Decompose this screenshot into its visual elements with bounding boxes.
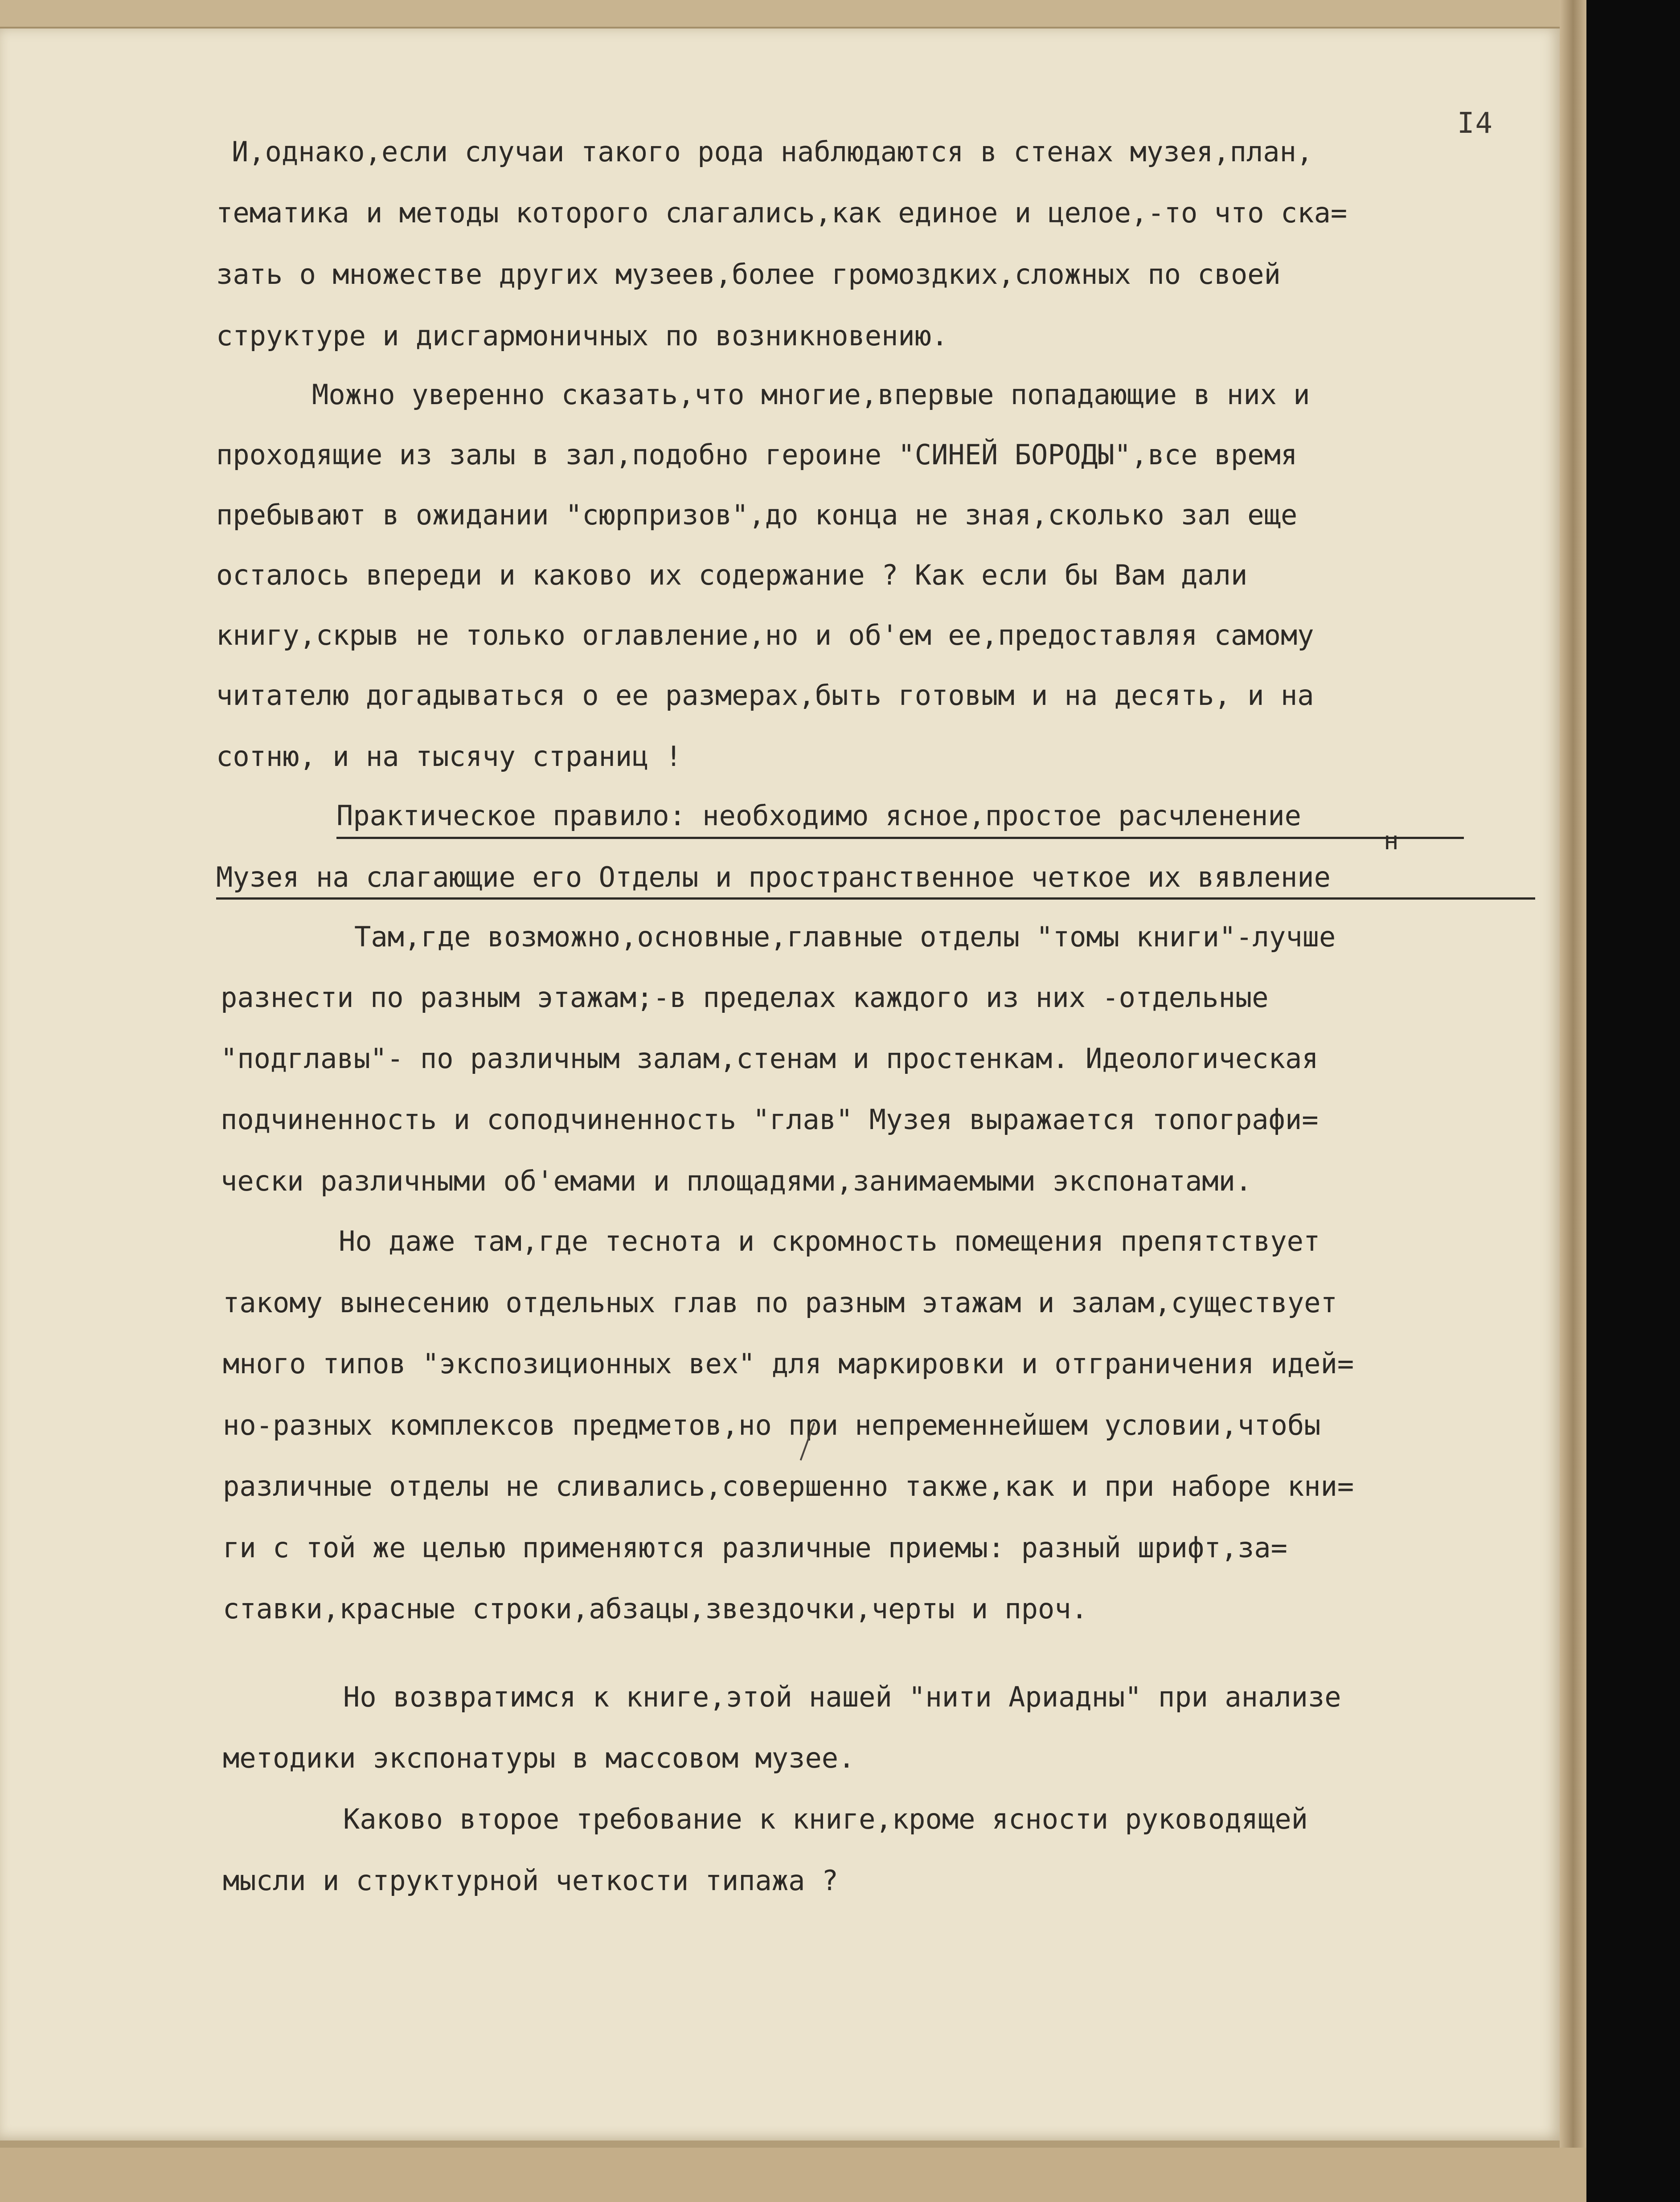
text-line-5: Можно уверенно сказать,что многие,впервые попадающие в них и (312, 378, 1310, 411)
text-line-25: ставки,красные строки,абзацы,звездочки,черты и проч. (223, 1592, 1088, 1625)
text-line-3: зать о множестве других музеев,более громоздких,сложных по своей (216, 258, 1281, 291)
handwritten-insertion-mark: н (1384, 827, 1399, 855)
text-line-11: сотню, и на тысячу страниц ! (216, 740, 682, 773)
sheet-edge (1560, 0, 1586, 2202)
text-line-27: методики экспонатуры в массовом музее. (223, 1742, 855, 1774)
text-line-6: проходящие из залы в зал,подобно героине "СИНЕЙ БОРОДЫ",все время (216, 438, 1298, 471)
text-line-21: много типов "экспозиционных вех" для маркировки и отграничения идей= (223, 1347, 1354, 1380)
top-sheet-edge (0, 0, 1560, 29)
text-line-7: пребывают в ожидании "сюрпризов",до конца не зная,сколько зал еще (216, 499, 1298, 531)
text-line-26: Но возвратимся к книге,этой нашей "нити Ариадны" при анализе (343, 1681, 1341, 1713)
text-line-24: ги с той же целью применяются различные приемы: разный шрифт,за= (223, 1531, 1287, 1564)
text-line-17: подчиненность и соподчиненность "глав" Музея выражается топографи= (221, 1103, 1319, 1136)
text-line-23: различные отделы не сливались,совершенно также,как и при наборе кни= (223, 1470, 1354, 1502)
text-line-18: чески различными об'емами и площадями,занимаемыми экспонатами. (221, 1165, 1252, 1197)
text-line-4: структуре и дисгармоничных по возникновению. (216, 319, 948, 352)
text-line-10: читателю догадываться о ее размерах,быть готовым и на десять, и на (216, 679, 1314, 712)
text-line-14: Там,где возможно,основные,главные отделы "томы книги"-лучше (354, 921, 1336, 953)
text-line-15: разнести по разным этажам;-в пределах каждого из них -отдельные (221, 981, 1269, 1014)
text-line-8: осталось впереди и каково их содержание ? Как если бы Вам дали (216, 559, 1248, 591)
heading-underline-1 (336, 837, 1464, 839)
text-line-16: "подглавы"- по различным залам,стенам и простенкам. Идеологическая (221, 1042, 1319, 1075)
bottom-sheet-edge (0, 2148, 1586, 2202)
text-line-22: но-разных комплексов предметов,но при непременнейшем условии,чтобы (223, 1409, 1321, 1441)
text-line-19: Но даже там,где теснота и скромность помещения препятствует (339, 1225, 1320, 1257)
text-line-20: такому вынесению отдельных глав по разным этажам и залам,существует (223, 1286, 1337, 1319)
heading-underline-2 (216, 897, 1535, 900)
rule-heading-line-2: Музея на слагающие его Отделы и пространственное четкое их вявление (216, 861, 1331, 893)
text-line-29: мысли и структурной четкости типажа ? (223, 1864, 839, 1897)
rule-heading-line-1: Практическое правило: необходимо ясное,простое расчленение (336, 799, 1301, 832)
text-line-1: И,однако,если случаи такого рода наблюдаются в стенах музея,план, (232, 135, 1313, 168)
text-line-2: тематика и методы которого слагались,как единое и целое,-то что ска= (216, 196, 1348, 229)
text-line-9: книгу,скрыв не только оглавление,но и об'ем ее,предоставляя самому (216, 619, 1314, 651)
page-number: I4 (1457, 107, 1494, 140)
text-line-28: Каково второе требование к книге,кроме ясности руководящей (343, 1803, 1308, 1835)
